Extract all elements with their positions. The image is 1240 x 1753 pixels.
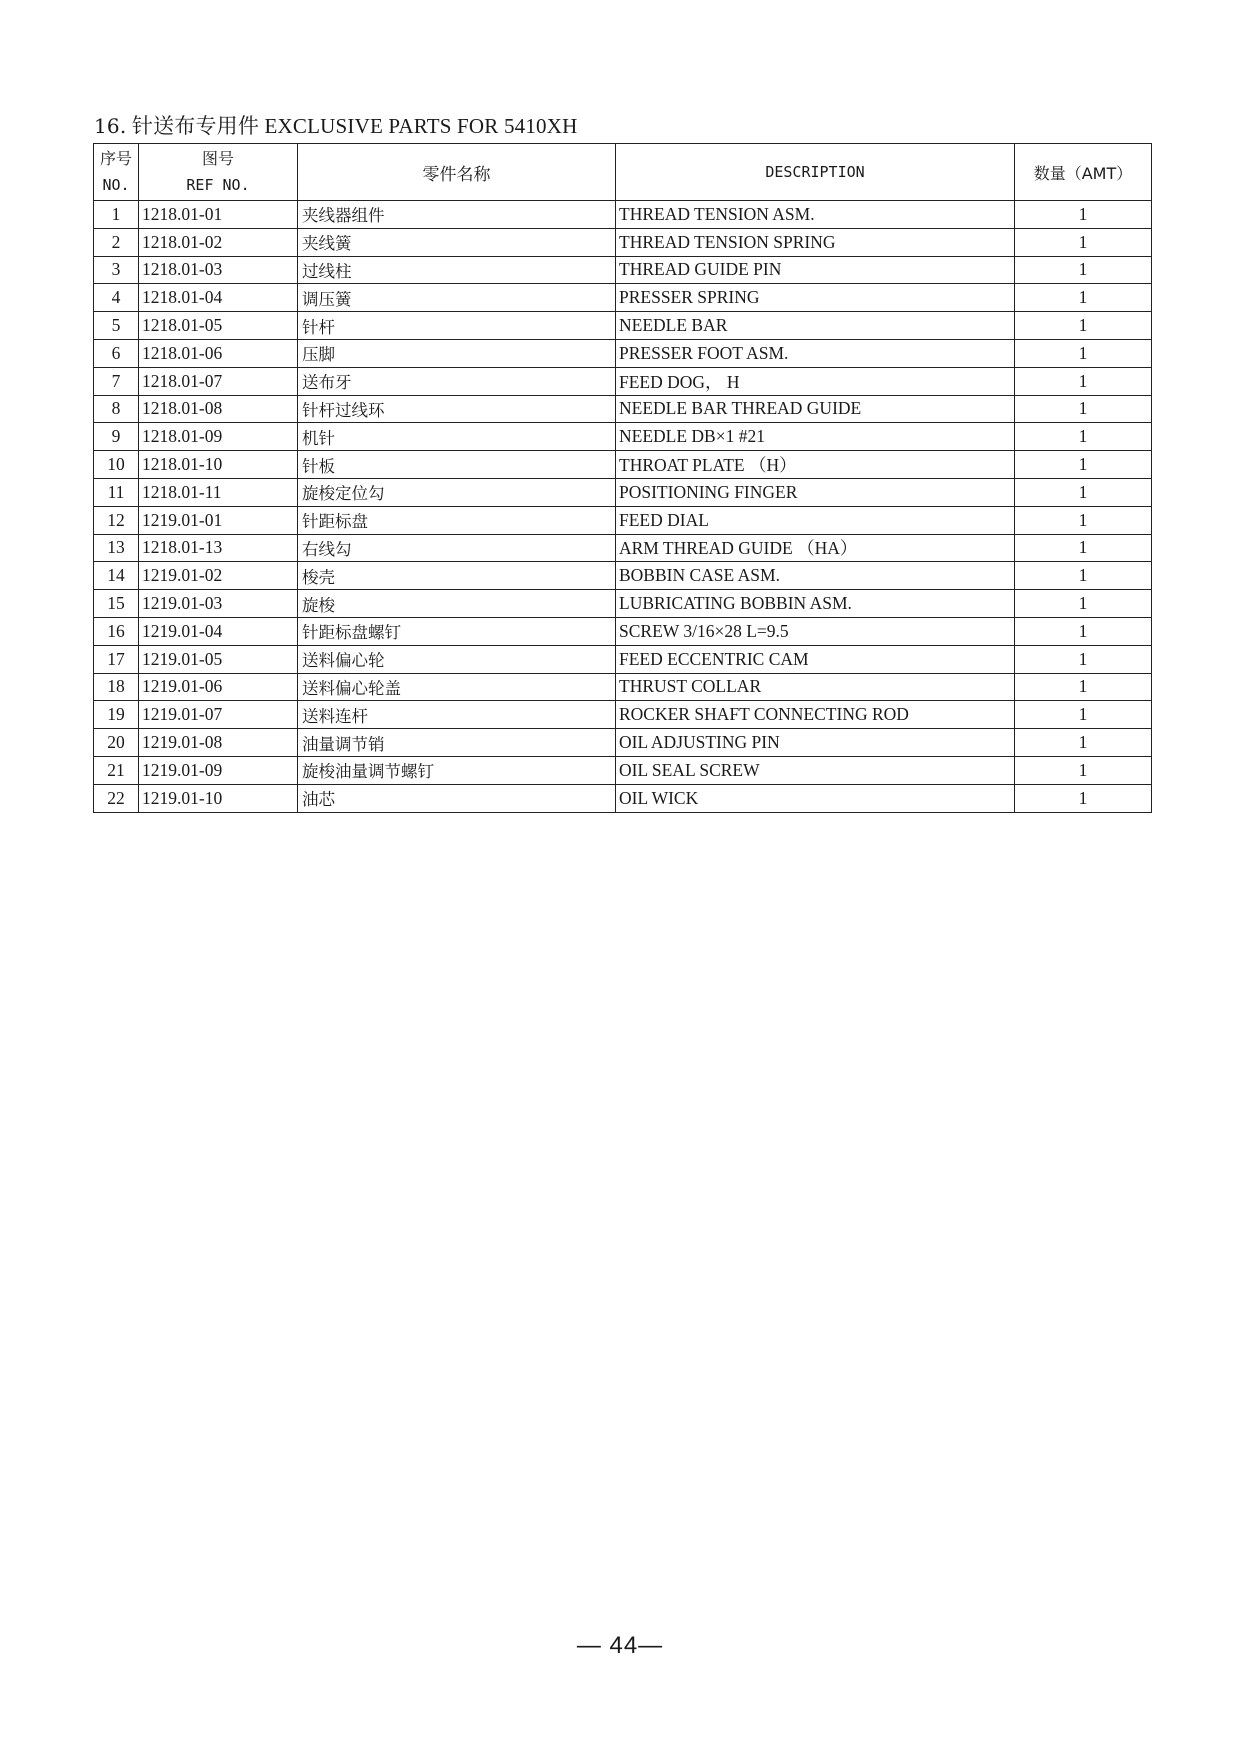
row-number: 1	[94, 201, 139, 229]
row-ref-number: 1218.01-02	[139, 228, 298, 256]
row-amount: 1	[1015, 784, 1152, 812]
row-amount: 1	[1015, 673, 1152, 701]
row-amount: 1	[1015, 562, 1152, 590]
row-part-name-cn: 机针	[298, 423, 616, 451]
row-description: THROAT PLATE （H）	[616, 451, 1015, 479]
row-ref-number: 1219.01-02	[139, 562, 298, 590]
row-description: FEED ECCENTRIC CAM	[616, 645, 1015, 673]
row-part-name-cn: 针距标盘	[298, 506, 616, 534]
row-part-name-cn: 送料偏心轮	[298, 645, 616, 673]
row-number: 11	[94, 478, 139, 506]
row-amount: 1	[1015, 395, 1152, 423]
row-number: 13	[94, 534, 139, 562]
row-ref-number: 1218.01-01	[139, 201, 298, 229]
header-name-cn: 零件名称	[298, 144, 616, 201]
row-description: BOBBIN CASE ASM.	[616, 562, 1015, 590]
row-amount: 1	[1015, 534, 1152, 562]
table-row	[94, 590, 1152, 618]
row-description: ROCKER SHAFT CONNECTING ROD	[616, 701, 1015, 729]
row-ref-number: 1218.01-11	[139, 478, 298, 506]
row-amount: 1	[1015, 451, 1152, 479]
row-description: PRESSER SPRING	[616, 284, 1015, 312]
row-description: OIL ADJUSTING PIN	[616, 729, 1015, 757]
row-ref-number: 1218.01-05	[139, 312, 298, 340]
row-description: FEED DIAL	[616, 506, 1015, 534]
row-amount: 1	[1015, 423, 1152, 451]
row-description: THREAD TENSION ASM.	[616, 201, 1015, 229]
row-ref-number: 1219.01-01	[139, 506, 298, 534]
row-part-name-cn: 针杆	[298, 312, 616, 340]
row-part-name-cn: 送料偏心轮盖	[298, 673, 616, 701]
row-amount: 1	[1015, 312, 1152, 340]
row-number: 3	[94, 256, 139, 284]
page-number: — 44—	[576, 1632, 664, 1659]
table-row	[94, 228, 1152, 256]
row-ref-number: 1219.01-06	[139, 673, 298, 701]
row-number: 21	[94, 756, 139, 784]
row-ref-number: 1218.01-10	[139, 451, 298, 479]
row-part-name-cn: 针板	[298, 451, 616, 479]
row-description: THREAD GUIDE PIN	[616, 256, 1015, 284]
row-description: NEEDLE BAR	[616, 312, 1015, 340]
row-amount: 1	[1015, 590, 1152, 618]
table-row	[94, 701, 1152, 729]
row-part-name-cn: 右线勾	[298, 534, 616, 562]
parts-table	[93, 143, 1152, 813]
row-part-name-cn: 旋梭	[298, 590, 616, 618]
table-row	[94, 201, 1152, 229]
header-row	[94, 144, 1152, 201]
row-number: 19	[94, 701, 139, 729]
row-amount: 1	[1015, 645, 1152, 673]
row-ref-number: 1218.01-09	[139, 423, 298, 451]
row-ref-number: 1218.01-08	[139, 395, 298, 423]
row-part-name-cn: 油芯	[298, 784, 616, 812]
row-number: 14	[94, 562, 139, 590]
row-amount: 1	[1015, 478, 1152, 506]
row-number: 16	[94, 617, 139, 645]
row-ref-number: 1219.01-10	[139, 784, 298, 812]
table-row	[94, 784, 1152, 812]
table-row	[94, 478, 1152, 506]
row-amount: 1	[1015, 756, 1152, 784]
row-part-name-cn: 针距标盘螺钉	[298, 617, 616, 645]
row-ref-number: 1219.01-08	[139, 729, 298, 757]
row-number: 18	[94, 673, 139, 701]
row-amount: 1	[1015, 506, 1152, 534]
table-row	[94, 645, 1152, 673]
row-number: 12	[94, 506, 139, 534]
row-description: PRESSER FOOT ASM.	[616, 339, 1015, 367]
row-number: 6	[94, 339, 139, 367]
row-ref-number: 1219.01-05	[139, 645, 298, 673]
row-part-name-cn: 梭壳	[298, 562, 616, 590]
table-row	[94, 506, 1152, 534]
table-row	[94, 562, 1152, 590]
row-description: OIL WICK	[616, 784, 1015, 812]
row-amount: 1	[1015, 284, 1152, 312]
table-row	[94, 534, 1152, 562]
row-description: POSITIONING FINGER	[616, 478, 1015, 506]
section-heading: 针送布专用件 EXCLUSIVE PARTS FOR 5410XH	[131, 114, 578, 138]
header-amount: 数量（AMT）	[1015, 144, 1152, 201]
row-number: 7	[94, 367, 139, 395]
table-row	[94, 395, 1152, 423]
row-part-name-cn: 过线柱	[298, 256, 616, 284]
row-ref-number: 1218.01-03	[139, 256, 298, 284]
row-amount: 1	[1015, 617, 1152, 645]
row-number: 10	[94, 451, 139, 479]
header-ref	[139, 144, 298, 201]
row-amount: 1	[1015, 339, 1152, 367]
row-part-name-cn: 压脚	[298, 339, 616, 367]
row-description: FEED DOG， H	[616, 367, 1015, 395]
row-description: NEEDLE DB×1 #21	[616, 423, 1015, 451]
row-description: SCREW 3/16×28 L=9.5	[616, 617, 1015, 645]
row-number: 2	[94, 228, 139, 256]
row-amount: 1	[1015, 729, 1152, 757]
table-row	[94, 673, 1152, 701]
row-ref-number: 1218.01-04	[139, 284, 298, 312]
table-row	[94, 729, 1152, 757]
table-row	[94, 451, 1152, 479]
header-no-en: NO.	[102, 176, 130, 194]
row-number: 9	[94, 423, 139, 451]
row-part-name-cn: 送布牙	[298, 367, 616, 395]
table-row	[94, 339, 1152, 367]
row-amount: 1	[1015, 201, 1152, 229]
section-number: 16.	[94, 114, 127, 138]
row-amount: 1	[1015, 701, 1152, 729]
row-ref-number: 1219.01-03	[139, 590, 298, 618]
section-title	[94, 110, 578, 140]
row-amount: 1	[1015, 256, 1152, 284]
row-ref-number: 1218.01-06	[139, 339, 298, 367]
row-number: 4	[94, 284, 139, 312]
row-part-name-cn: 旋梭油量调节螺钉	[298, 756, 616, 784]
row-part-name-cn: 调压簧	[298, 284, 616, 312]
row-number: 8	[94, 395, 139, 423]
row-part-name-cn: 油量调节销	[298, 729, 616, 757]
table-row	[94, 756, 1152, 784]
table-row	[94, 256, 1152, 284]
table-header	[94, 144, 1152, 201]
row-ref-number: 1218.01-07	[139, 367, 298, 395]
table-row	[94, 617, 1152, 645]
row-ref-number: 1219.01-07	[139, 701, 298, 729]
row-ref-number: 1219.01-09	[139, 756, 298, 784]
row-description: LUBRICATING BOBBIN ASM.	[616, 590, 1015, 618]
header-ref-cn: 图号	[201, 149, 234, 168]
row-ref-number: 1218.01-13	[139, 534, 298, 562]
header-ref-en: REF NO.	[186, 176, 250, 194]
row-number: 15	[94, 590, 139, 618]
table-row	[94, 312, 1152, 340]
row-number: 5	[94, 312, 139, 340]
row-description: OIL SEAL SCREW	[616, 756, 1015, 784]
row-part-name-cn: 送料连杆	[298, 701, 616, 729]
row-description: ARM THREAD GUIDE （HA）	[616, 534, 1015, 562]
header-description: DESCRIPTION	[616, 144, 1015, 201]
row-part-name-cn: 夹线器组件	[298, 201, 616, 229]
row-number: 22	[94, 784, 139, 812]
row-amount: 1	[1015, 367, 1152, 395]
row-part-name-cn: 旋梭定位勾	[298, 478, 616, 506]
row-part-name-cn: 针杆过线环	[298, 395, 616, 423]
table-body	[94, 201, 1152, 813]
row-part-name-cn: 夹线簧	[298, 228, 616, 256]
header-no	[94, 144, 139, 201]
header-no-cn: 序号	[99, 149, 132, 168]
table-row	[94, 367, 1152, 395]
row-amount: 1	[1015, 228, 1152, 256]
row-description: NEEDLE BAR THREAD GUIDE	[616, 395, 1015, 423]
row-description: THRUST COLLAR	[616, 673, 1015, 701]
row-number: 17	[94, 645, 139, 673]
row-number: 20	[94, 729, 139, 757]
row-ref-number: 1219.01-04	[139, 617, 298, 645]
row-description: THREAD TENSION SPRING	[616, 228, 1015, 256]
table-row	[94, 284, 1152, 312]
table-row	[94, 423, 1152, 451]
